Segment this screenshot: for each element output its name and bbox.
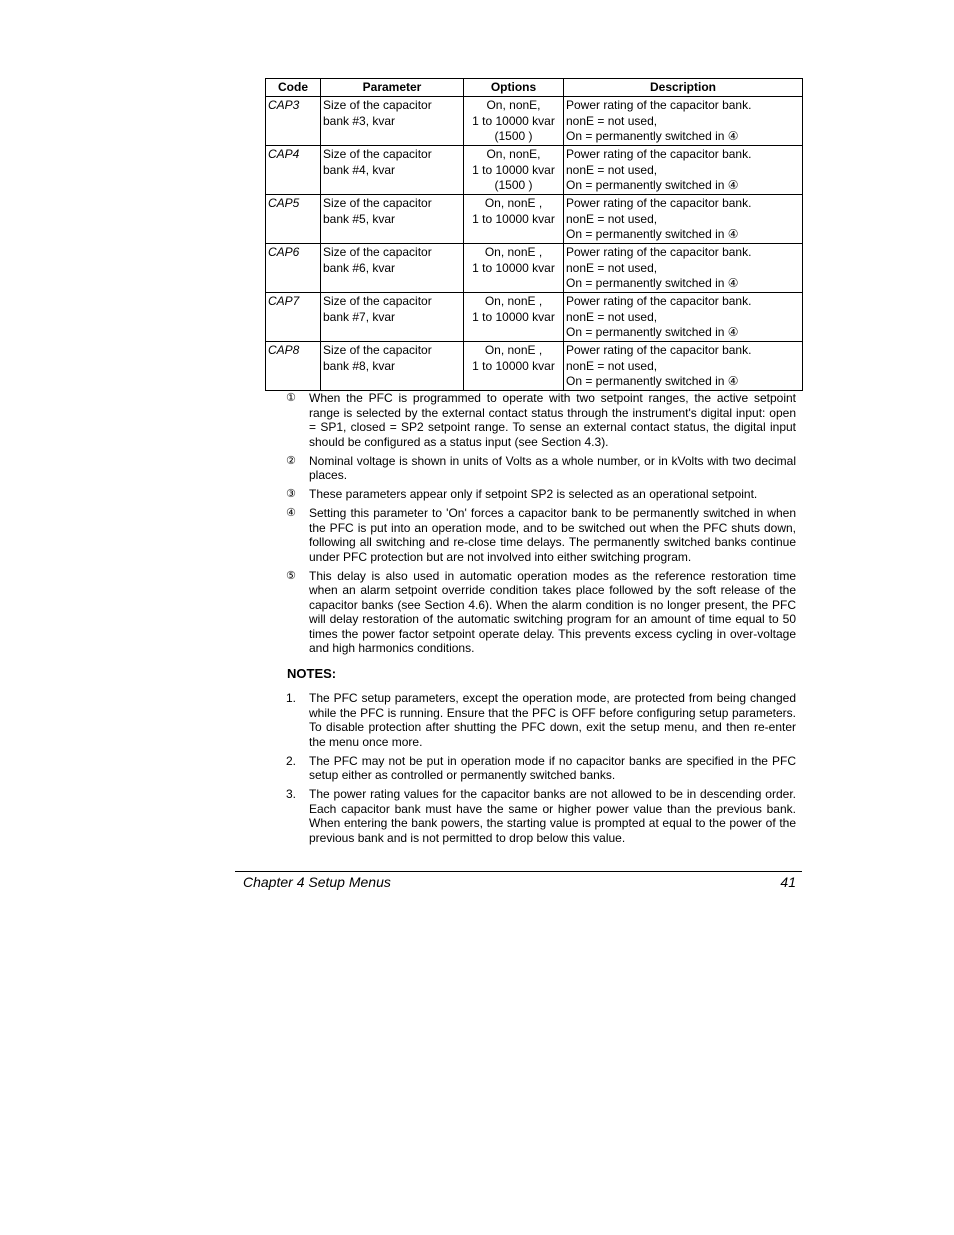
cell-description-line: Power rating of the capacitor bank. [566,98,752,112]
cell-description-line: On = permanently switched in ④ [566,178,739,192]
cell-options [464,146,564,195]
footnote-marker: ② [286,454,296,467]
cell-parameter-line: bank #4, kvar [323,162,396,177]
footnote-text: Nominal voltage is shown in units of Volts as a whole number, or in kVolts with two decimal places. [309,453,796,482]
cell-description-line: Power rating of the capacitor bank. [566,147,752,161]
cell-code: CAP5 [266,195,321,244]
table-row [266,293,803,342]
cell-options-line: 1 to 10000 kvar [472,162,555,177]
cell-parameter-line: bank #8, kvar [323,358,396,373]
footer-chapter-title: Chapter 4 Setup Menus [243,874,391,890]
cell-code: CAP8 [266,342,321,391]
note-item [286,691,796,749]
footer-rule [235,871,802,872]
footnote-marker: ④ [286,507,296,519]
footnote-marker: ③ [286,488,296,500]
cell-parameter [321,146,464,195]
note-number: 2. [286,753,297,768]
cell-description-line: On = permanently switched in ④ [566,374,739,388]
cell-parameter-line: bank #3, kvar [323,113,396,128]
table-row [266,244,803,293]
header-options: Options [464,79,564,97]
footnote-item [286,391,796,449]
cell-options [464,244,564,293]
notes-list [286,691,796,850]
footnote-marker: ① [286,392,296,404]
cell-options [464,195,564,244]
cell-description [564,195,803,244]
cell-parameter-line: bank #7, kvar [323,309,396,324]
footnote-item [286,487,796,502]
footnote-text: This delay is also used in automatic operation modes as the reference restoration time when an alarm setpoint override condition takes place followed by the soft release of the capacitor banks (see Section 4.6). When the alarm condition is no longer present, the PFC will delay restoration of the automatic switching program for an amount of time equal to 50 times the power factor setpoint operate delay. This prevents excess cycling in over-voltage and high harmonics conditions. [309,568,796,655]
cell-options-line: 1 to 10000 kvar [472,211,555,226]
cell-parameter-line: Size of the capacitor [323,245,432,259]
table-body [266,97,803,391]
parameters-table [265,78,803,391]
note-text: The PFC may not be put in operation mode if no capacitor banks are specified in the PFC setup either as controlled or permanently switched banks. [309,753,796,782]
footnote-text: Setting this parameter to 'On' forces a capacitor bank to be permanently switched in when the PFC is put into an operation mode, and to be switched out when the PFC shuts down, following all switching and re-close time delays. The permanently switched banks continue under PFC protection but are not involved into either switching program. [309,506,796,564]
cell-parameter-line: Size of the capacitor [323,98,432,112]
cell-description [564,293,803,342]
cell-description-line: nonE = not used, [566,113,658,128]
cell-parameter-line: Size of the capacitor [323,294,432,308]
cell-description-line: Power rating of the capacitor bank. [566,294,752,308]
cell-options-line: On, nonE , [484,196,543,210]
cell-options-line: On, nonE , [484,245,543,259]
cell-options [464,293,564,342]
note-number: 3. [286,787,297,801]
cell-options-line: (1500 ) [494,178,533,192]
note-text: The PFC setup parameters, except the operation mode, are protected from being changed while the PFC is running. Ensure that the PFC is OFF before configuring setup parameters. To disable protection after shutting the PFC down, exit the setup menu, and then re-enter the menu once more. [309,691,796,749]
note-item [286,787,796,845]
footnote-marker: ⑤ [286,569,296,582]
note-number: 1. [286,691,297,705]
cell-code: CAP6 [266,244,321,293]
cell-options-line: On, nonE, [486,98,541,112]
table-row [266,146,803,195]
cell-description-line: On = permanently switched in ④ [566,227,739,241]
cell-options [464,342,564,391]
note-text: The power rating values for the capacitor banks are not allowed to be in descending order. Each capacitor bank must have the same or higher power value than the previous bank. When entering the bank powers, the starting value is prompted at equal to the power of the previous bank and is not permitted to drop below this value. [309,787,796,845]
footnote-item [286,569,796,656]
cell-options [464,97,564,146]
cell-options-line: On, nonE , [484,343,543,357]
cell-options-line: 1 to 10000 kvar [472,113,555,128]
table-row [266,342,803,391]
footnotes-list [286,391,796,660]
cell-parameter-line: Size of the capacitor [323,147,432,161]
cell-options-line: 1 to 10000 kvar [472,309,555,324]
cell-description-line: nonE = not used, [566,358,658,373]
cell-parameter [321,97,464,146]
note-item [286,754,796,783]
cell-options-line: 1 to 10000 kvar [472,260,555,275]
cell-parameter [321,293,464,342]
footer-page-number: 41 [780,874,796,890]
footnote-text: These parameters appear only if setpoint SP2 is selected as an operational setpoint. [309,487,758,501]
cell-description [564,97,803,146]
cell-parameter [321,342,464,391]
cell-description-line: nonE = not used, [566,211,658,226]
table-row [266,97,803,146]
cell-parameter [321,244,464,293]
footnote-item [286,454,796,483]
header-parameter: Parameter [321,79,464,97]
footnote-text: When the PFC is programmed to operate with two setpoint ranges, the active setpoint range is selected by the external contact status through the instrument's digital input: open = SP1, closed = SP2 setpoint range. To sense an external contact status, the digital input should be configured as a status input (see Section 4.3). [309,391,796,449]
cell-parameter-line: bank #5, kvar [323,211,396,226]
cell-description-line: nonE = not used, [566,162,658,177]
cell-description-line: Power rating of the capacitor bank. [566,196,752,210]
header-code: Code [266,79,321,97]
cell-options-line: On, nonE , [484,294,543,308]
cell-code: CAP3 [266,97,321,146]
cell-parameter-line: bank #6, kvar [323,260,396,275]
footnote-item [286,506,796,564]
cell-description-line: Power rating of the capacitor bank. [566,343,752,357]
header-description: Description [564,79,803,97]
table-row [266,195,803,244]
notes-heading: NOTES: [287,666,337,681]
cell-parameter [321,195,464,244]
cell-description-line: nonE = not used, [566,309,658,324]
cell-description-line: On = permanently switched in ④ [566,129,739,143]
cell-description-line: nonE = not used, [566,260,658,275]
cell-description-line: On = permanently switched in ④ [566,276,739,290]
cell-description-line: Power rating of the capacitor bank. [566,245,752,259]
cell-code: CAP7 [266,293,321,342]
cell-options-line: (1500 ) [494,129,533,143]
cell-description [564,244,803,293]
cell-parameter-line: Size of the capacitor [323,196,432,210]
cell-parameter-line: Size of the capacitor [323,343,432,357]
table-header-row [266,79,803,97]
cell-code: CAP4 [266,146,321,195]
cell-options-line: On, nonE, [486,147,541,161]
cell-options-line: 1 to 10000 kvar [472,358,555,373]
cell-description [564,146,803,195]
cell-description-line: On = permanently switched in ④ [566,325,739,339]
cell-description [564,342,803,391]
